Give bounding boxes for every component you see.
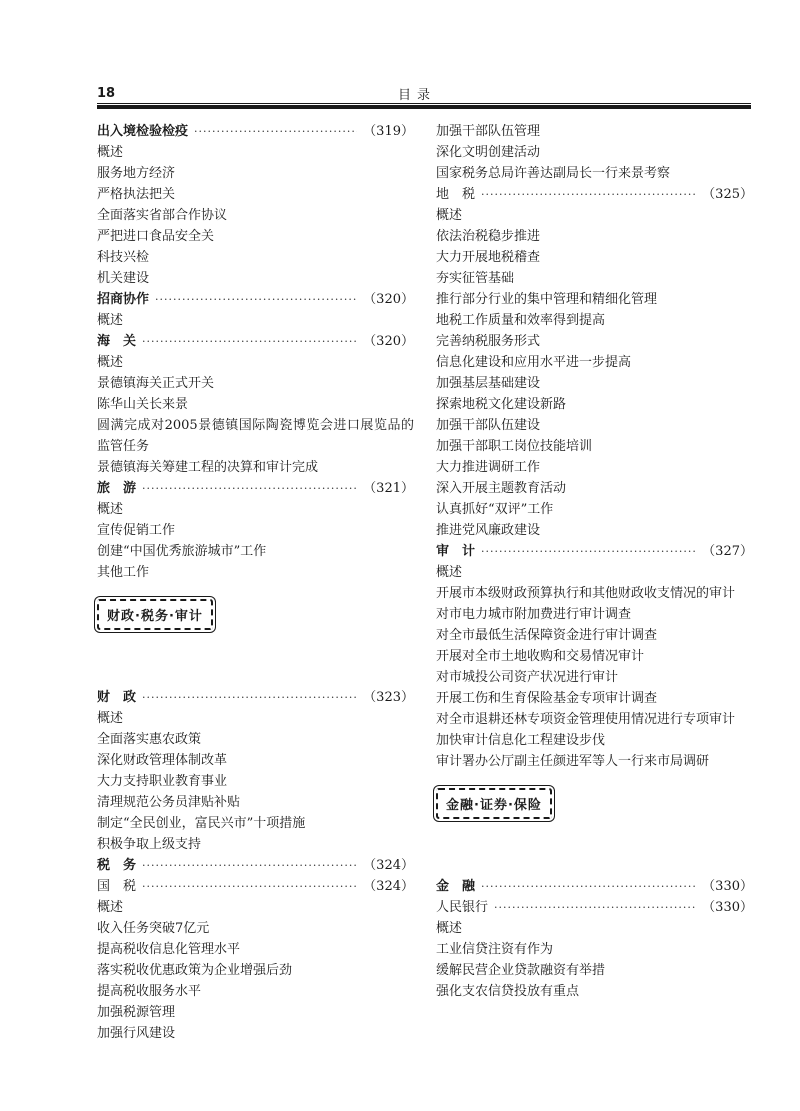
leader-dots — [142, 478, 357, 499]
toc-item[interactable]: 景德镇海关筹建工程的决算和审计完成 — [97, 460, 319, 475]
toc-item[interactable]: 国家税务总局许善达副局长一行来景考察 — [436, 166, 671, 181]
leader-dots — [142, 331, 357, 352]
toc-item[interactable]: 推进党风廉政建设 — [436, 523, 541, 538]
section-page: （330） — [702, 879, 753, 894]
leader-dots — [142, 687, 357, 708]
page-header — [97, 84, 751, 110]
toc-item[interactable]: 夯实征管基础 — [436, 271, 515, 286]
toc-item[interactable]: 概述 — [97, 313, 124, 328]
toc-item[interactable]: 深化文明创建活动 — [436, 145, 541, 160]
section-page: （323） — [363, 690, 414, 705]
section-title: 旅 游 — [97, 481, 137, 496]
toc-item[interactable]: 收入任务突破7亿元 — [97, 921, 210, 936]
leader-dots — [142, 855, 357, 876]
toc-item[interactable]: 完善纳税服务形式 — [436, 334, 541, 349]
section-page: （321） — [363, 481, 414, 496]
toc-item[interactable]: 加强干部职工岗位技能培训 — [436, 439, 593, 454]
section-page: （324） — [363, 879, 414, 894]
toc-section[interactable] — [97, 121, 414, 142]
toc-item[interactable]: 概述 — [436, 921, 463, 936]
section-title: 国 税 — [97, 879, 137, 894]
toc-subsection[interactable] — [436, 184, 753, 205]
leader-dots — [481, 184, 696, 205]
spacer — [97, 645, 414, 687]
toc-item[interactable]: 认真抓好“双评”工作 — [436, 502, 554, 517]
section-title: 地 税 — [436, 187, 476, 202]
category-banner: 财政·税务·审计 — [97, 599, 213, 630]
toc-item[interactable]: 加强基层基础建设 — [436, 376, 541, 391]
spacer — [436, 834, 753, 876]
toc-item[interactable]: 深入开展主题教育活动 — [436, 481, 567, 496]
toc-item[interactable]: 开展市本级财政预算执行和其他财政收支情况的审计 — [436, 586, 736, 601]
leader-dots — [194, 121, 357, 142]
category-banner-wrap — [97, 583, 414, 645]
toc-item[interactable]: 积极争取上级支持 — [97, 837, 202, 852]
toc-item[interactable]: 对市电力城市附加费进行审计调查 — [436, 607, 632, 622]
toc-item[interactable]: 开展工伤和生育保险基金专项审计调查 — [436, 691, 658, 706]
section-title: 招商协作 — [97, 292, 150, 307]
toc-item[interactable]: 机关建设 — [97, 271, 150, 286]
toc-item[interactable]: 依法治税稳步推进 — [436, 229, 541, 244]
section-title: 审 计 — [436, 544, 476, 559]
section-title: 出入境检验检疫 — [97, 124, 189, 139]
toc-item[interactable]: 严把进口食品安全关 — [97, 229, 215, 244]
section-page: （330） — [702, 900, 753, 915]
section-page: （320） — [363, 292, 414, 307]
toc-item[interactable]: 对全市退耕还林专项资金管理使用情况进行专项审计 — [436, 712, 736, 727]
running-title: 目录 — [397, 88, 436, 103]
toc-item[interactable]: 信息化建设和应用水平进一步提高 — [436, 355, 632, 370]
toc-section[interactable] — [97, 331, 414, 352]
toc-section[interactable] — [436, 876, 753, 897]
toc-section[interactable] — [436, 541, 753, 562]
toc-item[interactable]: 圆满完成对2005景德镇国际陶瓷博览会进口展览品的监管任务 — [97, 418, 414, 454]
toc-item[interactable]: 宣传促销工作 — [97, 523, 176, 538]
toc-item[interactable]: 开展对全市土地收购和交易情况审计 — [436, 649, 645, 664]
toc-item[interactable]: 大力开展地税稽查 — [436, 250, 541, 265]
toc-item[interactable]: 大力支持职业教育事业 — [97, 774, 228, 789]
toc-item[interactable]: 深化财政管理体制改革 — [97, 753, 228, 768]
category-banner: 金融·证券·保险 — [436, 788, 552, 819]
header-rule-thin — [97, 103, 751, 104]
leader-dots — [155, 289, 357, 310]
section-title: 金 融 — [436, 879, 476, 894]
toc-item[interactable]: 陈华山关长来景 — [97, 397, 189, 412]
section-title: 人民银行 — [436, 900, 489, 915]
toc-item[interactable]: 地税工作质量和效率得到提高 — [436, 313, 606, 328]
leader-dots — [481, 876, 696, 897]
toc-item[interactable]: 加强干部队伍建设 — [436, 418, 541, 433]
toc-subsection[interactable] — [436, 897, 753, 918]
toc-section[interactable] — [97, 855, 414, 876]
toc-item[interactable]: 大力推进调研工作 — [436, 460, 541, 475]
toc-item[interactable]: 加强税源管理 — [97, 1005, 176, 1020]
section-title: 财 政 — [97, 690, 137, 705]
section-page: （327） — [702, 544, 753, 559]
page-number: 18 — [97, 86, 116, 101]
toc-item[interactable]: 加快审计信息化工程建设步伐 — [436, 733, 606, 748]
toc-item[interactable]: 工业信贷注资有作为 — [436, 942, 554, 957]
section-title: 税 务 — [97, 858, 137, 873]
toc-item[interactable]: 对全市最低生活保障资金进行审计调查 — [436, 628, 658, 643]
toc-item[interactable]: 创建“中国优秀旅游城市”工作 — [97, 544, 267, 559]
section-page: （320） — [363, 334, 414, 349]
toc-item[interactable]: 提高税收信息化管理水平 — [97, 942, 241, 957]
toc-subsection[interactable] — [97, 876, 414, 897]
section-page: （319） — [363, 124, 414, 139]
toc-section[interactable] — [97, 687, 414, 708]
header-rule-thick — [97, 105, 751, 109]
toc-section[interactable] — [97, 289, 414, 310]
toc-item[interactable]: 清理规范公务员津贴补贴 — [97, 795, 241, 810]
leader-dots — [481, 541, 696, 562]
toc-section[interactable] — [97, 478, 414, 499]
toc-item[interactable]: 缓解民营企业贷款融资有举措 — [436, 963, 606, 978]
toc-item[interactable]: 概述 — [97, 900, 124, 915]
left-column — [97, 121, 414, 1044]
toc-item[interactable]: 加强行风建设 — [97, 1026, 176, 1041]
toc-item[interactable]: 概述 — [436, 565, 463, 580]
toc-item[interactable]: 服务地方经济 — [97, 166, 176, 181]
toc-item[interactable]: 制定“全民创业，富民兴市”十项措施 — [97, 816, 306, 831]
leader-dots — [142, 876, 357, 897]
toc-item[interactable]: 其他工作 — [97, 565, 150, 580]
toc-item[interactable]: 探索地税文化建设新路 — [436, 397, 567, 412]
section-page: （324） — [363, 858, 414, 873]
leader-dots — [494, 897, 696, 918]
toc-item[interactable]: 加强干部队伍管理 — [436, 124, 541, 139]
toc-item[interactable]: 全面落实惠农政策 — [97, 732, 202, 747]
toc-item[interactable]: 景德镇海关正式开关 — [97, 376, 215, 391]
toc-item[interactable]: 审计署办公厅副主任颜进军等人一行来市局调研 — [436, 754, 710, 769]
toc-item[interactable]: 强化支农信贷投放有重点 — [436, 984, 580, 999]
section-page: （325） — [702, 187, 753, 202]
toc-item[interactable]: 提高税收服务水平 — [97, 984, 202, 999]
toc-item[interactable]: 推行部分行业的集中管理和精细化管理 — [436, 292, 658, 307]
section-title: 海 关 — [97, 334, 137, 349]
toc-item[interactable]: 概述 — [97, 145, 124, 160]
toc-item[interactable]: 严格执法把关 — [97, 187, 176, 202]
toc-item[interactable]: 概述 — [97, 502, 124, 517]
toc-item[interactable]: 概述 — [97, 355, 124, 370]
toc-item[interactable]: 概述 — [436, 208, 463, 223]
category-banner-wrap — [436, 772, 753, 834]
toc-item[interactable]: 科技兴检 — [97, 250, 150, 265]
toc-item[interactable]: 全面落实省部合作协议 — [97, 208, 228, 223]
toc-item[interactable]: 落实税收优惠政策为企业增强后劲 — [97, 963, 293, 978]
toc-item[interactable]: 对市城投公司资产状况进行审计 — [436, 670, 619, 685]
toc-item[interactable]: 概述 — [97, 711, 124, 726]
right-column — [436, 121, 753, 1002]
